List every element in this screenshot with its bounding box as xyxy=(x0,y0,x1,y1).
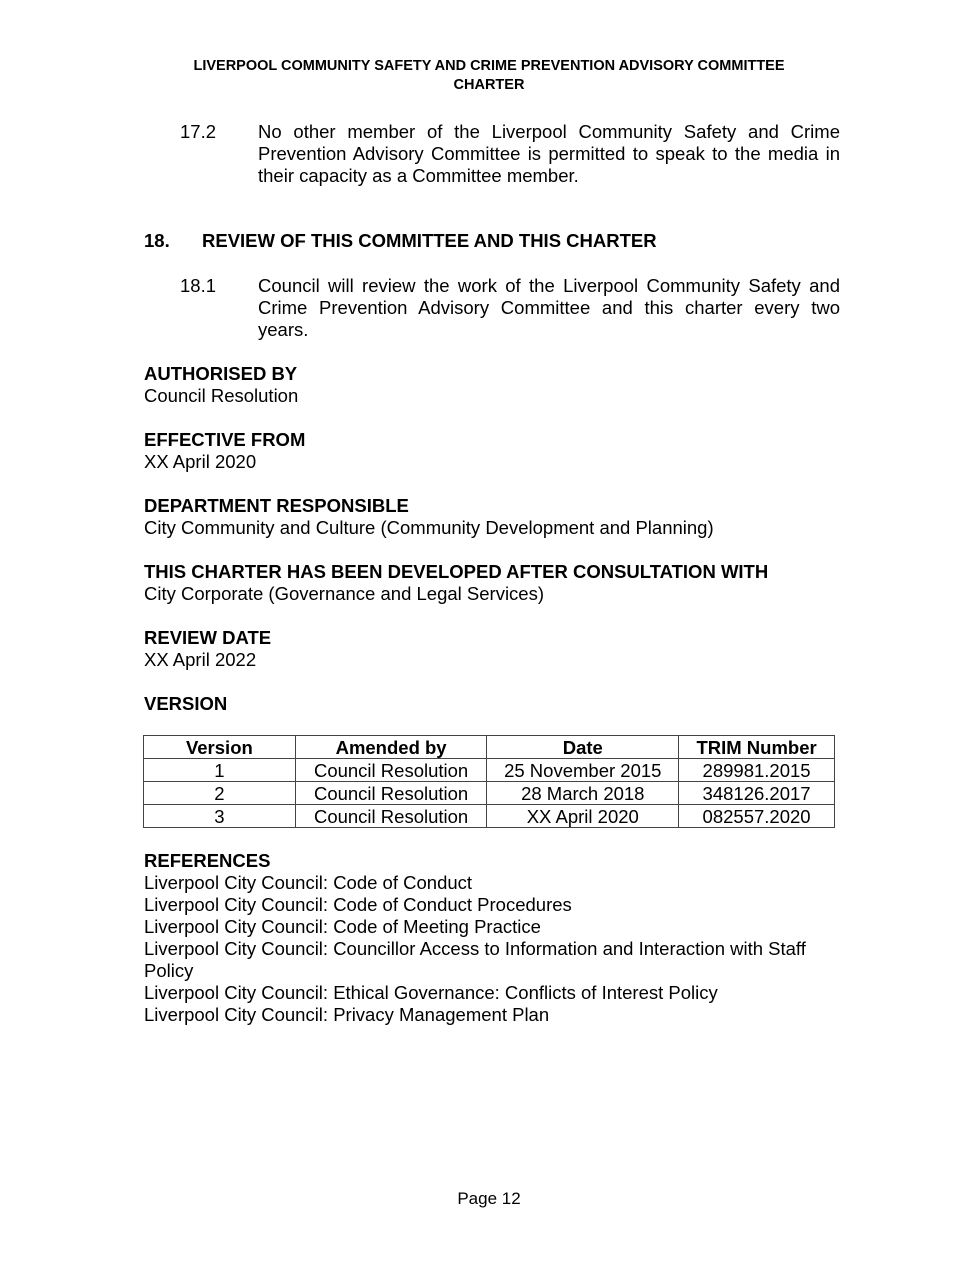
table-cell: Council Resolution xyxy=(295,782,487,805)
clause-number: 18.1 xyxy=(180,275,217,296)
table-header-row xyxy=(144,736,835,759)
reference-item: Liverpool City Council: Privacy Management Plan xyxy=(144,1004,550,1025)
table-cell: 2 xyxy=(144,782,296,805)
table-cell: 1 xyxy=(144,759,296,782)
section-18-heading xyxy=(144,230,657,252)
clause-text: Council will review the work of the Liverpool Community Safety and Crime Prevention Advisory Committee and this charter every two years. xyxy=(258,275,840,340)
clause-number: 17.2 xyxy=(180,121,217,142)
clause-18-1 xyxy=(180,275,840,341)
table-row xyxy=(144,759,835,782)
header-subtitle: CHARTER xyxy=(453,77,525,93)
effective-from-value: XX April 2020 xyxy=(144,451,257,472)
authorised-by-block xyxy=(144,363,844,407)
document-header xyxy=(140,57,838,95)
page-number: Page 12 xyxy=(457,1189,521,1208)
version-table xyxy=(143,735,835,828)
reference-item: Liverpool City Council: Code of Conduct xyxy=(144,872,473,893)
reference-item: Liverpool City Council: Code of Meeting Practice xyxy=(144,916,541,937)
table-cell: Council Resolution xyxy=(295,759,487,782)
reference-item: Liverpool City Council: Ethical Governance: Conflicts of Interest Policy xyxy=(144,982,718,1003)
column-header: Version xyxy=(144,736,296,759)
version-heading-block xyxy=(144,693,844,715)
table-cell: 348126.2017 xyxy=(679,782,835,805)
section-number: 18. xyxy=(144,230,170,251)
column-header: Amended by xyxy=(295,736,487,759)
clause-text: No other member of the Liverpool Community Safety and Crime Prevention Advisory Committee is permitted to speak to the media in their capacity as a Committee member. xyxy=(258,121,840,186)
consultation-label: THIS CHARTER HAS BEEN DEVELOPED AFTER CONSULTATION WITH xyxy=(144,561,769,582)
table-row xyxy=(144,782,835,805)
department-label: DEPARTMENT RESPONSIBLE xyxy=(144,495,409,516)
references-label: REFERENCES xyxy=(144,850,271,871)
version-heading: VERSION xyxy=(144,693,228,714)
department-value: City Community and Culture (Community Development and Planning) xyxy=(144,517,714,538)
table-cell: XX April 2020 xyxy=(487,805,679,828)
effective-from-block xyxy=(144,429,844,473)
column-header: TRIM Number xyxy=(679,736,835,759)
department-block xyxy=(144,495,844,539)
review-date-label: REVIEW DATE xyxy=(144,627,272,648)
consultation-value: City Corporate (Governance and Legal Services) xyxy=(144,583,544,604)
table-cell: 082557.2020 xyxy=(679,805,835,828)
authorised-by-value: Council Resolution xyxy=(144,385,299,406)
authorised-by-label: AUTHORISED BY xyxy=(144,363,298,384)
table-cell: 28 March 2018 xyxy=(487,782,679,805)
header-title: LIVERPOOL COMMUNITY SAFETY AND CRIME PREVENTION ADVISORY COMMITTEE xyxy=(193,58,785,74)
review-date-value: XX April 2022 xyxy=(144,649,257,670)
reference-item: Liverpool City Council: Councillor Access to Information and Interaction with Staff Policy xyxy=(144,938,806,981)
review-date-block xyxy=(144,627,844,671)
consultation-block xyxy=(144,561,844,605)
section-title: REVIEW OF THIS COMMITTEE AND THIS CHARTER xyxy=(202,230,657,251)
clause-17-2 xyxy=(180,121,840,187)
column-header: Date xyxy=(487,736,679,759)
effective-from-label: EFFECTIVE FROM xyxy=(144,429,306,450)
references-block xyxy=(144,850,844,1026)
table-cell: Council Resolution xyxy=(295,805,487,828)
reference-item: Liverpool City Council: Code of Conduct Procedures xyxy=(144,894,572,915)
table-cell: 25 November 2015 xyxy=(487,759,679,782)
table-row xyxy=(144,805,835,828)
table-cell: 3 xyxy=(144,805,296,828)
table-cell: 289981.2015 xyxy=(679,759,835,782)
